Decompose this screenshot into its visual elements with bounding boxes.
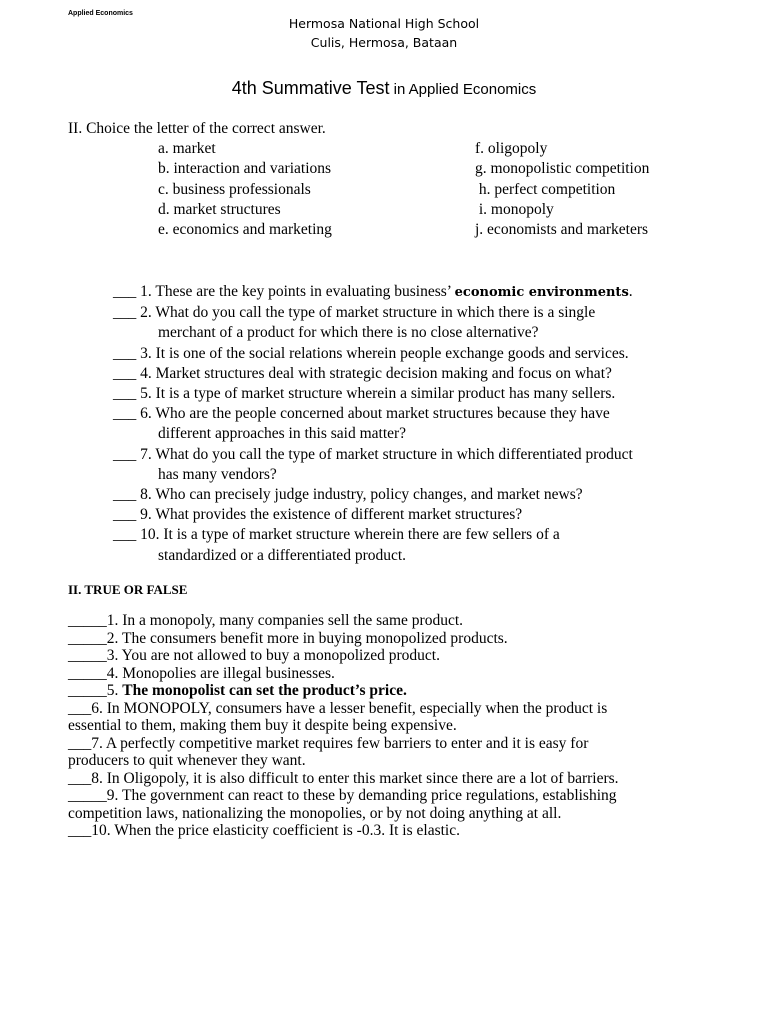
question-2 (113, 303, 633, 343)
question-1 (113, 282, 633, 303)
tf-line: _____2. The consumers benefit more in buying monopolized products. (68, 629, 508, 647)
tf-line-5 (68, 682, 718, 700)
tf-5-number: _____5. (68, 682, 123, 699)
school-name: Hermosa National High School (288, 16, 480, 31)
question-7-line1: ___ 7. What do you call the type of market structure in which differentiated product (113, 445, 633, 463)
tf-line: essential to them, making them buy it despite being expensive. (68, 717, 457, 734)
choice-d: d. market structures (158, 200, 281, 218)
question-10-line2: standardized or a differentiated product. (158, 546, 407, 564)
choice-g: g. monopolistic competition (475, 160, 650, 178)
tf-line: _____9. The government can react to these by demanding price regulations, establishing (68, 787, 617, 804)
question-6 (113, 404, 633, 444)
title-sub: in Applied Economics (389, 81, 537, 98)
choice-i: i. monopoly (475, 200, 554, 218)
question-1-emphasis: economic environments (454, 285, 629, 300)
question-7-line2: has many vendors? (158, 465, 277, 483)
choice-e: e. economics and marketing (158, 221, 332, 239)
question-2-line2: merchant of a product for which there is no close alternative? (158, 324, 539, 342)
tf-line: _____3. You are not allowed to buy a monopolized product. (68, 647, 440, 664)
true-false-heading: II. TRUE OR FALSE (68, 582, 188, 597)
question-4: ___ 4. Market structures deal with strategic decision making and focus on what? (113, 364, 612, 382)
question-1-end: . (628, 283, 633, 300)
question-1-text: ___ 1. These are the key points in evaluating business’ (113, 283, 455, 300)
question-6-line1: ___ 6. Who are the people concerned about market structures because they have (113, 405, 610, 423)
tf-line: _____1. In a monopoly, many companies sell the same product. (68, 612, 464, 629)
choice-f: f. oligopoly (475, 140, 548, 157)
choice-c: c. business professionals (158, 180, 311, 198)
tf-5-statement: The monopolist can set the product’s price. (122, 682, 407, 699)
choice-j: j. economists and marketers (475, 221, 649, 239)
question-10-line1: ___ 10. It is a type of market structure wherein there are few sellers of a (113, 526, 560, 544)
page-title (0, 78, 768, 99)
title-main: 4th Summative Test (231, 78, 390, 98)
choices-right-column (475, 139, 649, 240)
tf-line: producers to quit whenever they want. (68, 752, 306, 769)
question-9: ___ 9. What provides the existence of different market structures? (113, 506, 523, 524)
choice-b: b. interaction and variations (158, 160, 332, 178)
choice-instruction: II. Choice the letter of the correct answer. (68, 120, 326, 137)
choice-h: h. perfect competition (475, 180, 616, 198)
tf-line: ___10. When the price elasticity coefficient is -0.3. It is elastic. (68, 822, 460, 839)
tf-line: ___7. A perfectly competitive market requires few barriers to enter and it is easy for (68, 734, 589, 752)
tf-line: ___6. In MONOPOLY, consumers have a lesser benefit, especially when the product is (68, 699, 608, 717)
question-7 (113, 445, 633, 485)
question-3: ___ 3. It is one of the social relations wherein people exchange goods and services. (113, 344, 629, 362)
tf-line: competition laws, nationalizing the monopolies, or by not doing anything at all. (68, 804, 562, 822)
question-6-line2: different approaches in this said matter? (158, 425, 407, 443)
tf-line: _____4. Monopolies are illegal businesses. (68, 664, 335, 682)
choices-left-column (158, 139, 332, 240)
question-2-line1: ___ 2. What do you call the type of market structure in which there is a single (113, 304, 596, 322)
question-8: ___ 8. Who can precisely judge industry, policy changes, and market news? (113, 486, 583, 504)
true-false-items (68, 612, 718, 840)
choice-a: a. market (158, 140, 216, 157)
question-5: ___ 5. It is a type of market structure wherein a similar product has many sellers. (113, 385, 616, 403)
school-address: Culis, Hermosa, Bataan (310, 35, 458, 50)
question-10 (113, 525, 633, 565)
tf-line: ___8. In Oligopoly, it is also difficult to enter this market since there are a lot of barriers. (68, 769, 619, 787)
running-header: Applied Economics (68, 10, 133, 17)
choice-questions (113, 282, 633, 566)
